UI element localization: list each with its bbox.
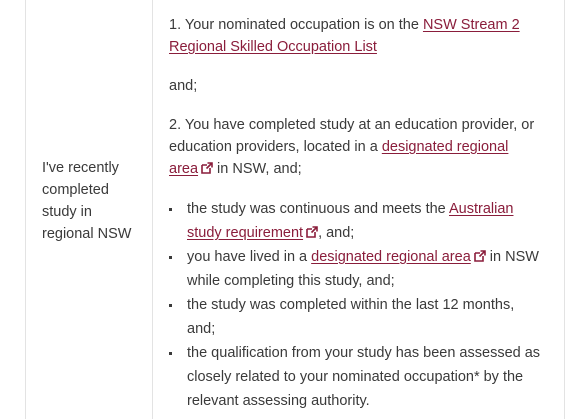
requirement-2-number: 2. <box>169 117 182 133</box>
requirement-2-text: You have completed study at an education provider, or education providers, located in a <box>169 117 535 155</box>
condition-lived-regional <box>169 245 544 293</box>
australian-study-requirement-link-label: Australian study requirement <box>187 201 514 241</box>
requirement-1 <box>169 14 539 58</box>
requirement-1-text: Your nominated occupation is on the <box>184 17 423 33</box>
condition-qualification-assessed <box>169 341 544 413</box>
condition-4-text: the qualification from your study has been assessed as closely related to your nominated occupation* by the relevant assessing authority. <box>187 345 541 409</box>
requirement-2 <box>169 114 539 180</box>
external-link-icon <box>474 250 486 262</box>
bullet-icon <box>169 256 172 259</box>
bullet-icon <box>169 304 172 307</box>
designated-regional-area-link-2-label: designated regional area <box>311 249 471 265</box>
designated-regional-area-link-2[interactable] <box>311 249 486 265</box>
requirement-1-number: 1. <box>169 17 182 33</box>
bullet-icon <box>169 352 172 355</box>
condition-1-suffix: , and; <box>318 225 355 241</box>
condition-2-suffix: in NSW while completing this study, and; <box>187 249 539 289</box>
criteria-label-cell <box>26 0 153 419</box>
condition-3-text: the study was completed within the last 12 months, and; <box>187 297 515 337</box>
external-link-icon <box>201 162 213 174</box>
and-separator: and; <box>169 78 198 94</box>
occupation-list-link[interactable]: NSW Stream 2 Regional Skilled Occupation List <box>169 17 520 55</box>
requirement-2-conditions <box>169 197 544 413</box>
condition-1-text: the study was continuous and meets the <box>187 201 449 217</box>
criteria-details-cell <box>153 0 564 419</box>
criteria-label: I've recently completed study in regional NSW <box>42 160 132 242</box>
external-link-icon <box>306 226 318 238</box>
bullet-icon <box>169 208 172 211</box>
condition-completed-recently <box>169 293 544 341</box>
condition-2-text: you have lived in a <box>187 249 312 265</box>
designated-regional-area-link-label: designated regional area <box>169 139 509 177</box>
requirement-2-suffix: in NSW, and; <box>213 161 302 177</box>
condition-continuous-study <box>169 197 544 245</box>
eligibility-table-row <box>25 0 565 419</box>
